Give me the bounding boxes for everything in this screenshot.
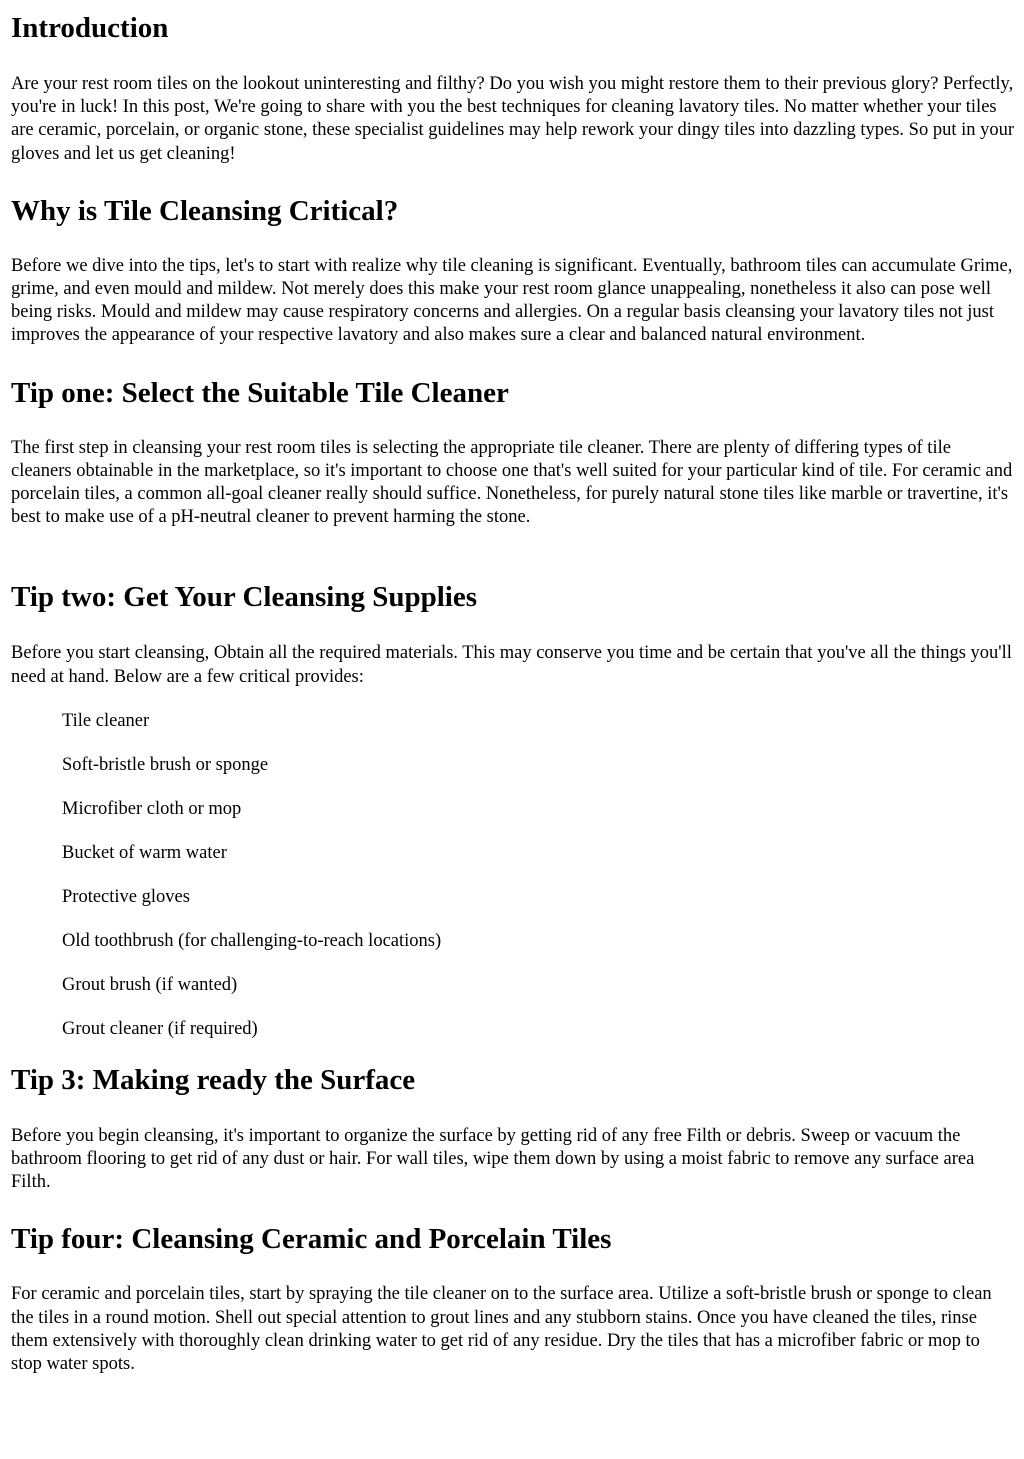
list-item: Grout brush (if wanted) (62, 974, 238, 995)
paragraph-tip-one: The first step in cleansing your rest room tiles is selecting the appropriate tile cleaner. There are plenty of differing types of tile cleaners obtainable in the marketplace, so it's important to choose one that's well suited for your particular kind of tile. For ceramic and porcelain tiles, a common all-goal cleaner really should suffice. Nonetheless, for purely natural stone tiles like marble or travertine, it's best to make use of a pH-neutral cleaner to prevent harming the stone. (11, 437, 1013, 528)
supplies-list (11, 710, 1014, 1041)
paragraph-why-tile-cleansing: Before we dive into the tips, let's to start with realize why tile cleaning is significant. Eventually, bathroom tiles can accumulate Grime, grime, and even mould and mildew. Not merely does this make your rest room glance unappealing, nonetheless it also can pose well being risks. Mould and mildew may cause respiratory concerns and allergies. On a regular basis cleansing your lavatory tiles not just improves the appearance of your respective lavatory and also makes sure a clear and balanced natural environment. (11, 255, 1013, 346)
heading-tip-one: Tip one: Select the Suitable Tile Cleaner (11, 376, 509, 409)
heading-tip-three: Tip 3: Making ready the Surface (11, 1063, 416, 1096)
heading-tip-two: Tip two: Get Your Cleansing Supplies (11, 581, 477, 614)
heading-tip-four: Tip four: Cleansing Ceramic and Porcelain Tiles (11, 1223, 612, 1256)
list-item: Old toothbrush (for challenging-to-reach locations) (62, 930, 442, 951)
heading-introduction: Introduction (11, 12, 169, 44)
list-item: Microfiber cloth or mop (62, 798, 242, 819)
article (0, 11, 1024, 1376)
list-item: Bucket of warm water (62, 842, 227, 863)
paragraph-introduction: Are your rest room tiles on the lookout uninteresting and filthy? Do you wish you might restore them to their previous glory? Perfectly, you're in luck! In this post, We're going to share with you the best techniques for cleaning lavatory tiles. No matter whether your tiles are ceramic, porcelain, or organic stone, these specialist guidelines may help rework your dingy tiles into dazzling types. So put in your gloves and let us get cleaning! (11, 74, 1015, 164)
paragraph-tip-four: For ceramic and porcelain tiles, start by spraying the tile cleaner on to the surface area. Utilize a soft-bristle brush or sponge to clean the tiles in a round motion. Shell out special attention to grout lines and any stubborn stains. Once you have cleaned the tiles, rinse them extensively with thoroughly clean drinking water to get rid of any residue. Dry the tiles that has a microfiber fabric or mop to stop water spots. (11, 1284, 992, 1375)
list-item: Grout cleaner (if required) (62, 1018, 258, 1039)
list-item: Protective gloves (62, 886, 190, 907)
heading-why-tile-cleansing: Why is Tile Cleansing Critical? (11, 194, 399, 227)
list-item: Tile cleaner (62, 710, 150, 731)
list-item: Soft-bristle brush or sponge (62, 754, 269, 775)
paragraph-tip-two: Before you start cleansing, Obtain all the required materials. This may conserve you time and be certain that you've all the things you'll need at hand. Below are a few critical provides: (11, 643, 1012, 687)
paragraph-tip-three: Before you begin cleansing, it's important to organize the surface by getting rid of any free Filth or debris. Sweep or vacuum the bathroom flooring to get rid of any dust or hair. For wall tiles, wipe them down by using a moist fabric to remove any surface area Filth. (11, 1125, 975, 1193)
